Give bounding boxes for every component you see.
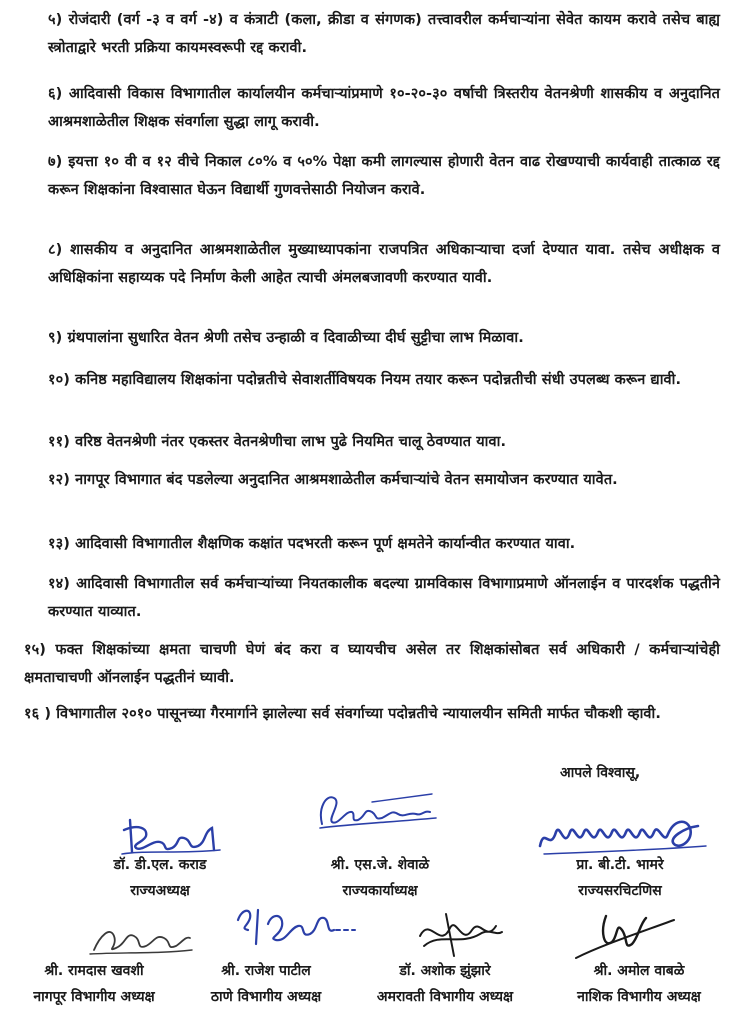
signatory-bhamre: [520, 852, 720, 904]
signatory-name: डॉ. अशोक झुंझारे: [399, 963, 491, 979]
signatory-zunzare: [350, 958, 540, 1010]
signature-shewale: [312, 788, 442, 836]
signatory-khawashi: [4, 958, 184, 1010]
demand-item-10: १०) कनिष्ठ महाविद्यालय शिक्षकांना पदोन्नतीचे सेवाशर्तीविषयक नियम तयार करून पदोन्नतीची संधी उपलब्ध करून द्यावी.: [48, 372, 682, 388]
closing-salutation: आपले विश्वासू,: [560, 765, 641, 781]
signatory-title: ठाणे विभागीय अध्यक्ष: [210, 989, 322, 1005]
demand-item-9: ९) ग्रंथपालांना सुधारित वेतन श्रेणी तसेच उन्हाळी व दिवाळीच्या दीर्घ सुट्टीचा लाभ मिळावा.: [48, 330, 524, 346]
signatory-title: राज्यकार्याध्यक्ष: [342, 883, 418, 899]
signature-wabale: [570, 908, 680, 964]
demand-item-5: ५) रोजंदारी (वर्ग -३ व वर्ग -४) व कंत्राटी (कला, क्रीडा व संगणक) तत्त्वावरील कर्मचाऱ्यांना सेवेत कायम करावे तसेच बाह्य स्त्रोताद्वारे भरती प्रक्रिया कायमस्वरूपी रद्द करावी.: [48, 12, 720, 56]
demand-item-12: १२) नागपूर विभागात बंद पडलेल्या अनुदानित आश्रमशाळेतील कर्मचाऱ्यांचे वेतन समायोजन करण्यात यावेत.: [48, 472, 618, 488]
signatory-title: नागपूर विभागीय अध्यक्ष: [33, 989, 155, 1005]
signature-khawashi: [86, 916, 196, 960]
signatory-name: डॉ. डी.एल. कराड: [113, 857, 207, 873]
signatory-title: राज्यसरचिटणिस: [578, 883, 662, 899]
signatory-title: राज्यअध्यक्ष: [130, 883, 190, 899]
signatory-patil: [186, 958, 346, 1010]
demand-item-16: १६ ) विभागातील २०१० पासूनच्या गैरमार्गाने झालेल्या सर्व संवर्गाच्या पदोन्नतीचे न्यायालयीन समिती मार्फत चौकशी व्हावी.: [24, 706, 661, 722]
signatory-karad: [60, 852, 260, 904]
demand-item-11: ११) वरिष्ठ वेतनश्रेणी नंतर एकस्तर वेतनश्रेणीचा लाभ पुढे नियमित चालू ठेवण्यात यावा.: [48, 434, 507, 450]
signatory-title: नाशिक विभागीय अध्यक्ष: [577, 989, 701, 1005]
signatory-name: प्रा. बी.टी. भामरे: [576, 857, 664, 873]
signatory-title: अमरावती विभागीय अध्यक्ष: [376, 989, 514, 1005]
demand-item-6: ६) आदिवासी विकास विभागातील कार्यालयीन कर्मचाऱ्यांप्रमाणे १०-२०-३० वर्षाची त्रिस्तरीय वेतनश्रेणी शासकीय व अनुदानित आश्रमशाळेतील शिक्षक संवर्गाला सुद्धा लागू करावी.: [48, 86, 720, 130]
demand-item-8: ८) शासकीय व अनुदानित आश्रमशाळेतील मुख्याध्यापकांना राजपत्रित अधिकाऱ्याचा दर्जा देण्यात यावा. तसेच अधीक्षक व अधिक्षिकांना सहाय्यक पदे निर्माण केली आहेत त्याची अंमलबजावणी करण्यात यावी.: [48, 242, 720, 286]
signature-patil: [228, 900, 358, 956]
demand-item-13: १३) आदिवासी विभागातील शैक्षणिक कक्षांत पदभरती करून पूर्ण क्षमतेने कार्यान्वीत करण्यात यावा.: [48, 536, 576, 552]
signatory-shewale: [280, 852, 480, 904]
signatory-name: श्री. राजेश पाटील: [221, 963, 311, 979]
demand-item-14: १४) आदिवासी विभागातील सर्व कर्मचाऱ्यांच्या नियतकालीक बदल्या ग्रामविकास विभागाप्रमाणे ऑनलाईन व पारदर्शक पद्धतीने करण्यात याव्यात.: [48, 576, 720, 620]
demand-item-7: ७) इयत्ता १० वी व १२ वीचे निकाल ८०% व ५०% पेक्षा कमी लागल्यास होणारी वेतन वाढ रोखण्याची कार्यवाही तात्काळ रद्द करून शिक्षकांना विश्वासात घेऊन विद्यार्थी गुणवत्तेसाठी नियोजन करावे.: [48, 154, 720, 198]
demand-item-15: १५) फक्त शिक्षकांच्या क्षमता चाचणी घेणं बंद करा व घ्यायचीच असेल तर शिक्षकांसोबत सर्व अधिकारी / कर्मचाऱ्यांचेही क्षमताचाचणी ऑनलाईन पद्धतीनं घ्यावी.: [24, 642, 720, 686]
signature-zunzare: [410, 906, 510, 962]
signatory-name: श्री. अमोल वाबळे: [593, 963, 685, 979]
signatory-name: श्री. रामदास खवशी: [44, 963, 144, 979]
signatory-wabale: [544, 958, 734, 1010]
signatory-name: श्री. एस.जे. शेवाळे: [330, 857, 430, 873]
